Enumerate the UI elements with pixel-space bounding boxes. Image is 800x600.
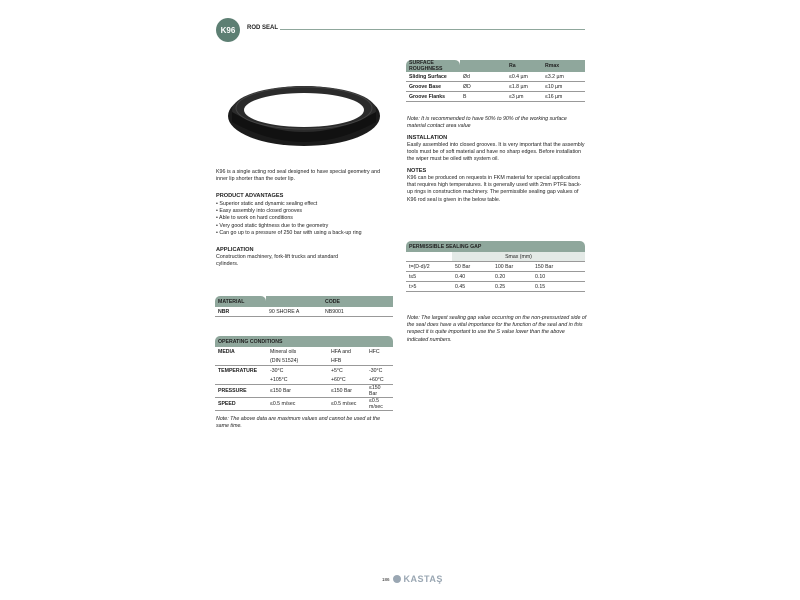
surface-note: Note: It is recommended to have 50% to 90% of the working surface material contact area value (407, 116, 567, 130)
surface-roughness-table: SURFACE ROUGHNESS Ra Rmax Sliding Surface Ød ≤0.4 µm ≤3.2 µm Groove Base ØD ≤1.8 µm ≤10 µm Groove Flanks B ≤3 µm ≤16 µm (406, 60, 585, 102)
table-row: Groove Base ØD ≤1.8 µm ≤10 µm (406, 82, 585, 92)
advantage-item: • Can go up to a pressure of 250 bar with using a back-up ring (216, 230, 396, 237)
table-row: t≤5 0.40 0.20 0.10 (406, 272, 585, 282)
brand-logo: KASTAŞ (403, 574, 443, 584)
advantage-item: • Able to work on hard conditions (216, 215, 396, 222)
installation-title: INSTALLATION (407, 135, 448, 141)
gap-note: Note: The largest sealing gap value occurring on the non-pressurized side of the seal does have a vital importance for the function of the seal and in this respect it is quite important to use the S value lower than the above indicated numbers. (407, 315, 587, 343)
material-code: NB9001 (322, 307, 393, 317)
table-row: Groove Flanks B ≤3 µm ≤16 µm (406, 92, 585, 102)
advantage-item: • Easy assembly into closed grooves (216, 208, 396, 215)
material-table (215, 296, 393, 317)
footer (382, 574, 443, 584)
operating-title: OPERATING CONDITIONS (215, 336, 393, 347)
gap-title: PERMISSIBLE SEALING GAP (406, 241, 585, 252)
rod-seal-image (226, 82, 381, 147)
kastas-logo-icon (393, 575, 401, 583)
code-header: CODE (322, 296, 393, 307)
advantages-list (216, 201, 396, 237)
table-row: Sliding Surface Ød ≤0.4 µm ≤3.2 µm (406, 72, 585, 82)
table-row: t>5 0.45 0.25 0.15 (406, 282, 585, 292)
application-text: Construction machinery, fork-lift trucks and standard cylinders. (216, 254, 339, 268)
material-hardness: 90 SHORE A (266, 307, 322, 317)
operating-conditions-table: OPERATING CONDITIONS MEDIA Mineral oils HFA and HFC (DIN 51524) HFB TEMPERATURE -30°C +5°C -30°C +105°C +60°C +60°C PRESSURE ≤150 Bar ≤150 Bar ≤150 Bar SPEED ≤0.5 m/sec ≤0.5 m/sec ≤0.5 m/sec (215, 336, 393, 411)
advantage-item: • Superior static and dynamic sealing effect (216, 201, 396, 208)
application-title: APPLICATION (216, 247, 254, 253)
notes-text: K96 can be produced on requests in FKM material for special applications that requires high temperatures. It is generally used with 2mm PTFE back-up rings in construction machinery. The permissible sealing gap values of K96 rod seal is given in the below table. (407, 175, 582, 203)
intro-text: K96 is a single acting rod seal designed to have special geometry and inner lip shorter than the outer lip. (216, 169, 381, 183)
advantages-title: PRODUCT ADVANTAGES (216, 193, 284, 199)
material-name: NBR (215, 307, 266, 317)
sealing-gap-table: PERMISSIBLE SEALING GAP Smax (mm) t=(D-d)/2 50 Bar 100 Bar 150 Bar t≤5 0.40 0.20 0.10 t>5 0.45 0.25 0.15 (406, 241, 585, 292)
smax-header: Smax (mm) (452, 252, 585, 262)
notes-title: NOTES (407, 168, 427, 174)
advantage-item: • Very good static tightness due to the geometry (216, 223, 396, 230)
model-badge: K96 (216, 18, 240, 42)
page-number: 186 (382, 576, 390, 582)
header-divider (280, 29, 585, 30)
operating-note: Note: The above data are maximum values and cannot be used at the same time. (216, 416, 381, 430)
material-header: MATERIAL (215, 296, 266, 307)
page-title: ROD SEAL (247, 25, 279, 31)
installation-text: Easily assembled into closed grooves. It is very important that the assembly tools must be of soft material and have no sharp edges. Before installation the wiper must be oiled with system oil. (407, 142, 585, 163)
